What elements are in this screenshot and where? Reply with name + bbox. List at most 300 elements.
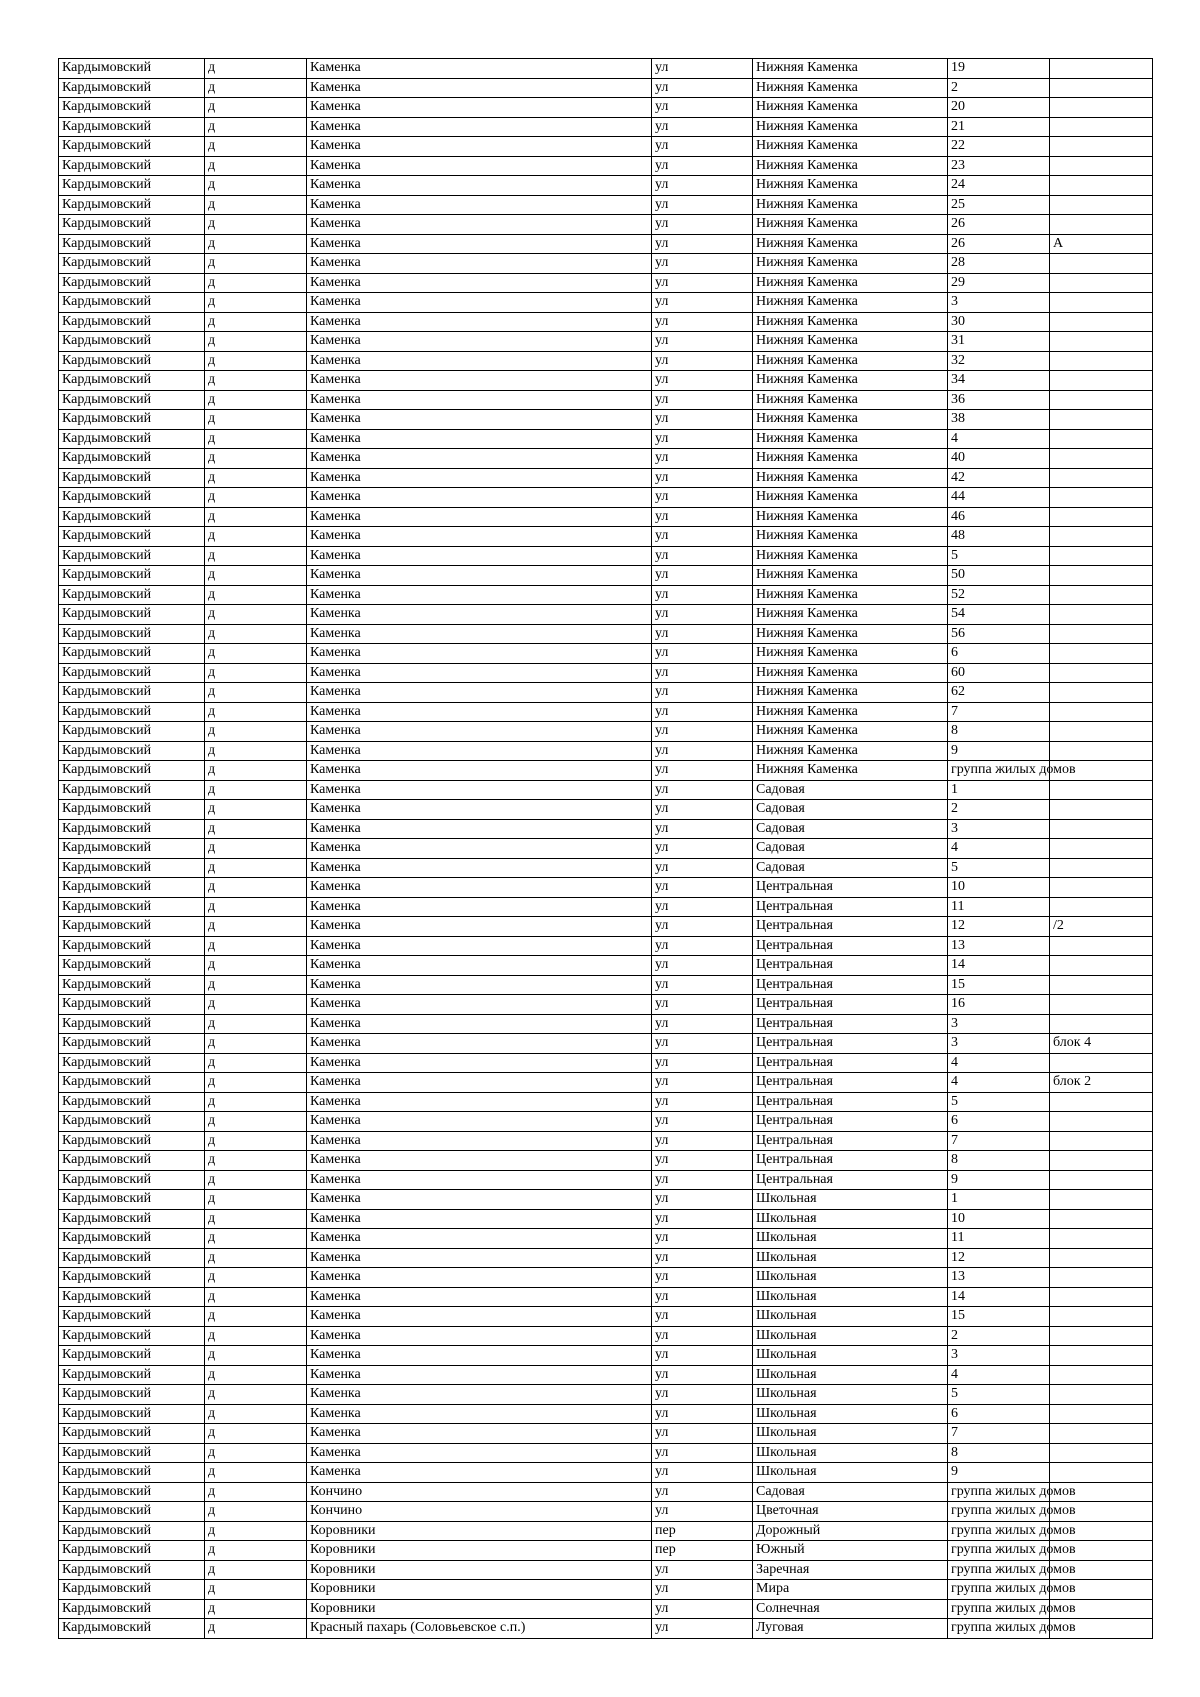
street-cell: Цветочная bbox=[753, 1502, 948, 1522]
building-cell bbox=[1050, 1307, 1153, 1327]
settlement-type-cell: д bbox=[205, 527, 307, 547]
street-cell: Школьная bbox=[753, 1463, 948, 1483]
table-row bbox=[59, 117, 1153, 137]
table-row bbox=[59, 1463, 1153, 1483]
settlement-cell: Каменка bbox=[307, 507, 652, 527]
building-cell bbox=[1050, 839, 1153, 859]
street-type-cell: ул bbox=[652, 1151, 753, 1171]
house-cell: 12 bbox=[948, 917, 1050, 937]
street-type-cell: ул bbox=[652, 468, 753, 488]
house-cell: 50 bbox=[948, 566, 1050, 586]
building-cell bbox=[1050, 1443, 1153, 1463]
settlement-type-cell: д bbox=[205, 449, 307, 469]
street-cell: Нижняя Каменка bbox=[753, 351, 948, 371]
table-row bbox=[59, 1521, 1153, 1541]
table-row bbox=[59, 449, 1153, 469]
table-row bbox=[59, 917, 1153, 937]
district-cell: Кардымовский bbox=[59, 1346, 205, 1366]
building-cell bbox=[1050, 722, 1153, 742]
house-cell: 1 bbox=[948, 780, 1050, 800]
settlement-type-cell: д bbox=[205, 1307, 307, 1327]
building-cell bbox=[1050, 59, 1153, 79]
street-type-cell: ул bbox=[652, 624, 753, 644]
settlement-type-cell: д bbox=[205, 878, 307, 898]
table-row bbox=[59, 429, 1153, 449]
house-cell: 4 bbox=[948, 1365, 1050, 1385]
house-cell: 7 bbox=[948, 1424, 1050, 1444]
settlement-cell: Коровники bbox=[307, 1541, 652, 1561]
district-cell: Кардымовский bbox=[59, 1014, 205, 1034]
street-cell: Нижняя Каменка bbox=[753, 371, 948, 391]
settlement-type-cell: д bbox=[205, 1463, 307, 1483]
house-cell: 13 bbox=[948, 936, 1050, 956]
table-row bbox=[59, 624, 1153, 644]
table-row bbox=[59, 936, 1153, 956]
table-row bbox=[59, 1073, 1153, 1093]
street-cell: Нижняя Каменка bbox=[753, 761, 948, 781]
building-cell bbox=[1050, 1365, 1153, 1385]
street-cell: Школьная bbox=[753, 1346, 948, 1366]
table-row bbox=[59, 468, 1153, 488]
settlement-type-cell: д bbox=[205, 488, 307, 508]
house-cell: 3 bbox=[948, 1034, 1050, 1054]
settlement-cell: Каменка bbox=[307, 566, 652, 586]
settlement-cell: Каменка bbox=[307, 761, 652, 781]
settlement-type-cell: д bbox=[205, 78, 307, 98]
settlement-type-cell: д bbox=[205, 1287, 307, 1307]
district-cell: Кардымовский bbox=[59, 1385, 205, 1405]
street-cell: Садовая bbox=[753, 858, 948, 878]
street-type-cell: ул bbox=[652, 956, 753, 976]
house-cell: 6 bbox=[948, 1112, 1050, 1132]
house-cell: 9 bbox=[948, 1170, 1050, 1190]
district-cell: Кардымовский bbox=[59, 215, 205, 235]
street-cell: Нижняя Каменка bbox=[753, 566, 948, 586]
house-cell: 34 bbox=[948, 371, 1050, 391]
building-cell: блок 2 bbox=[1050, 1073, 1153, 1093]
house-cell: 7 bbox=[948, 702, 1050, 722]
table-row bbox=[59, 702, 1153, 722]
street-type-cell: ул bbox=[652, 1287, 753, 1307]
table-row bbox=[59, 956, 1153, 976]
street-cell: Нижняя Каменка bbox=[753, 117, 948, 137]
table-row bbox=[59, 585, 1153, 605]
house-cell: 3 bbox=[948, 1014, 1050, 1034]
street-cell: Центральная bbox=[753, 975, 948, 995]
district-cell: Кардымовский bbox=[59, 78, 205, 98]
table-row bbox=[59, 1151, 1153, 1171]
table-row bbox=[59, 176, 1153, 196]
street-type-cell: ул bbox=[652, 1073, 753, 1093]
street-type-cell: ул bbox=[652, 1170, 753, 1190]
district-cell: Кардымовский bbox=[59, 351, 205, 371]
street-type-cell: ул bbox=[652, 1034, 753, 1054]
table-row bbox=[59, 819, 1153, 839]
table-row bbox=[59, 1443, 1153, 1463]
building-cell bbox=[1050, 956, 1153, 976]
district-cell: Кардымовский bbox=[59, 1248, 205, 1268]
table-row bbox=[59, 683, 1153, 703]
street-cell: Центральная bbox=[753, 995, 948, 1015]
street-type-cell: ул bbox=[652, 1463, 753, 1483]
table-row bbox=[59, 59, 1153, 79]
building-cell bbox=[1050, 663, 1153, 683]
settlement-cell: Каменка bbox=[307, 995, 652, 1015]
street-type-cell: ул bbox=[652, 254, 753, 274]
house-cell: 3 bbox=[948, 819, 1050, 839]
street-type-cell: ул bbox=[652, 1268, 753, 1288]
street-type-cell: ул bbox=[652, 858, 753, 878]
house-cell: 21 bbox=[948, 117, 1050, 137]
building-cell bbox=[1050, 410, 1153, 430]
street-type-cell: ул bbox=[652, 839, 753, 859]
settlement-cell: Каменка bbox=[307, 293, 652, 313]
settlement-cell: Каменка bbox=[307, 117, 652, 137]
settlement-type-cell: д bbox=[205, 605, 307, 625]
settlement-type-cell: д bbox=[205, 761, 307, 781]
settlement-type-cell: д bbox=[205, 1209, 307, 1229]
district-cell: Кардымовский bbox=[59, 273, 205, 293]
table-row bbox=[59, 1307, 1153, 1327]
settlement-cell: Каменка bbox=[307, 1131, 652, 1151]
settlement-type-cell: д bbox=[205, 429, 307, 449]
settlement-cell: Каменка bbox=[307, 234, 652, 254]
building-cell bbox=[1050, 332, 1153, 352]
house-cell: 29 bbox=[948, 273, 1050, 293]
street-cell: Нижняя Каменка bbox=[753, 312, 948, 332]
settlement-type-cell: д bbox=[205, 839, 307, 859]
settlement-type-cell: д bbox=[205, 1034, 307, 1054]
settlement-type-cell: д bbox=[205, 683, 307, 703]
street-cell: Нижняя Каменка bbox=[753, 429, 948, 449]
table-row bbox=[59, 332, 1153, 352]
street-cell: Центральная bbox=[753, 936, 948, 956]
street-cell: Нижняя Каменка bbox=[753, 488, 948, 508]
house-cell: 9 bbox=[948, 741, 1050, 761]
building-cell bbox=[1050, 488, 1153, 508]
settlement-type-cell: д bbox=[205, 1268, 307, 1288]
district-cell: Кардымовский bbox=[59, 839, 205, 859]
settlement-cell: Каменка bbox=[307, 683, 652, 703]
street-type-cell: ул bbox=[652, 293, 753, 313]
settlement-cell: Каменка bbox=[307, 1346, 652, 1366]
street-cell: Нижняя Каменка bbox=[753, 195, 948, 215]
district-cell: Кардымовский bbox=[59, 1443, 205, 1463]
settlement-type-cell: д bbox=[205, 215, 307, 235]
house-cell: 5 bbox=[948, 1385, 1050, 1405]
settlement-type-cell: д bbox=[205, 1502, 307, 1522]
settlement-type-cell: д bbox=[205, 312, 307, 332]
house-cell: 6 bbox=[948, 1404, 1050, 1424]
street-cell: Нижняя Каменка bbox=[753, 332, 948, 352]
building-cell bbox=[1050, 507, 1153, 527]
settlement-cell: Каменка bbox=[307, 878, 652, 898]
settlement-type-cell: д bbox=[205, 644, 307, 664]
district-cell: Кардымовский bbox=[59, 1151, 205, 1171]
street-cell: Солнечная bbox=[753, 1599, 948, 1619]
building-cell bbox=[1050, 468, 1153, 488]
settlement-cell: Каменка bbox=[307, 371, 652, 391]
settlement-cell: Каменка bbox=[307, 332, 652, 352]
district-cell: Кардымовский bbox=[59, 468, 205, 488]
district-cell: Кардымовский bbox=[59, 1326, 205, 1346]
table-row bbox=[59, 98, 1153, 118]
district-cell: Кардымовский bbox=[59, 98, 205, 118]
street-type-cell: ул bbox=[652, 780, 753, 800]
house-cell: 20 bbox=[948, 98, 1050, 118]
house-cell: 31 bbox=[948, 332, 1050, 352]
settlement-cell: Каменка bbox=[307, 644, 652, 664]
settlement-cell: Каменка bbox=[307, 897, 652, 917]
settlement-type-cell: д bbox=[205, 1580, 307, 1600]
house-cell: 44 bbox=[948, 488, 1050, 508]
settlement-type-cell: д bbox=[205, 1151, 307, 1171]
building-cell bbox=[1050, 1326, 1153, 1346]
settlement-cell: Каменка bbox=[307, 800, 652, 820]
settlement-type-cell: д bbox=[205, 371, 307, 391]
settlement-cell: Каменка bbox=[307, 819, 652, 839]
district-cell: Кардымовский bbox=[59, 1073, 205, 1093]
district-cell: Кардымовский bbox=[59, 1404, 205, 1424]
street-cell: Нижняя Каменка bbox=[753, 507, 948, 527]
table-row bbox=[59, 234, 1153, 254]
settlement-type-cell: д bbox=[205, 566, 307, 586]
table-row bbox=[59, 1053, 1153, 1073]
table-row bbox=[59, 1112, 1153, 1132]
settlement-type-cell: д bbox=[205, 1482, 307, 1502]
street-type-cell: ул bbox=[652, 1443, 753, 1463]
table-row bbox=[59, 312, 1153, 332]
settlement-type-cell: д bbox=[205, 956, 307, 976]
street-cell: Школьная bbox=[753, 1365, 948, 1385]
district-cell: Кардымовский bbox=[59, 429, 205, 449]
district-cell: Кардымовский bbox=[59, 1092, 205, 1112]
street-type-cell: ул bbox=[652, 1560, 753, 1580]
district-cell: Кардымовский bbox=[59, 1287, 205, 1307]
street-type-cell: ул bbox=[652, 78, 753, 98]
district-cell: Кардымовский bbox=[59, 1229, 205, 1249]
building-cell: блок 4 bbox=[1050, 1034, 1153, 1054]
street-cell: Центральная bbox=[753, 917, 948, 937]
street-type-cell: ул bbox=[652, 1190, 753, 1210]
street-cell: Нижняя Каменка bbox=[753, 527, 948, 547]
district-cell: Кардымовский bbox=[59, 566, 205, 586]
street-cell: Нижняя Каменка bbox=[753, 722, 948, 742]
district-cell: Кардымовский bbox=[59, 1502, 205, 1522]
building-cell bbox=[1050, 1131, 1153, 1151]
settlement-cell: Каменка bbox=[307, 195, 652, 215]
street-cell: Центральная bbox=[753, 1170, 948, 1190]
district-cell: Кардымовский bbox=[59, 780, 205, 800]
building-cell bbox=[1050, 644, 1153, 664]
building-cell bbox=[1050, 527, 1153, 547]
settlement-type-cell: д bbox=[205, 800, 307, 820]
house-cell: 24 bbox=[948, 176, 1050, 196]
table-row bbox=[59, 507, 1153, 527]
table-row bbox=[59, 1287, 1153, 1307]
settlement-type-cell: д bbox=[205, 1229, 307, 1249]
house-cell: 5 bbox=[948, 546, 1050, 566]
district-cell: Кардымовский bbox=[59, 683, 205, 703]
settlement-type-cell: д bbox=[205, 663, 307, 683]
table-row bbox=[59, 1209, 1153, 1229]
building-cell bbox=[1050, 1385, 1153, 1405]
table-row bbox=[59, 1365, 1153, 1385]
table-row bbox=[59, 858, 1153, 878]
building-cell bbox=[1050, 1287, 1153, 1307]
table-row bbox=[59, 1190, 1153, 1210]
settlement-cell: Каменка bbox=[307, 215, 652, 235]
house-cell: 36 bbox=[948, 390, 1050, 410]
building-cell bbox=[1050, 1404, 1153, 1424]
settlement-cell: Каменка bbox=[307, 1014, 652, 1034]
house-cell: 4 bbox=[948, 839, 1050, 859]
street-cell: Нижняя Каменка bbox=[753, 449, 948, 469]
building-cell bbox=[1050, 546, 1153, 566]
street-cell: Нижняя Каменка bbox=[753, 663, 948, 683]
street-cell: Школьная bbox=[753, 1190, 948, 1210]
street-cell: Южный bbox=[753, 1541, 948, 1561]
district-cell: Кардымовский bbox=[59, 312, 205, 332]
table-row bbox=[59, 78, 1153, 98]
street-cell: Нижняя Каменка bbox=[753, 254, 948, 274]
house-cell: 11 bbox=[948, 897, 1050, 917]
house-cell: группа жилых домов bbox=[948, 1580, 1050, 1600]
building-cell bbox=[1050, 566, 1153, 586]
street-type-cell: ул bbox=[652, 995, 753, 1015]
house-cell: 8 bbox=[948, 1151, 1050, 1171]
settlement-type-cell: д bbox=[205, 390, 307, 410]
street-type-cell: ул bbox=[652, 1248, 753, 1268]
settlement-cell: Каменка bbox=[307, 741, 652, 761]
settlement-cell: Каменка bbox=[307, 59, 652, 79]
house-cell: 38 bbox=[948, 410, 1050, 430]
settlement-type-cell: д bbox=[205, 722, 307, 742]
street-cell: Садовая bbox=[753, 780, 948, 800]
district-cell: Кардымовский bbox=[59, 410, 205, 430]
street-cell: Нижняя Каменка bbox=[753, 585, 948, 605]
street-type-cell: ул bbox=[652, 761, 753, 781]
table-row bbox=[59, 761, 1153, 781]
settlement-cell: Кончино bbox=[307, 1502, 652, 1522]
district-cell: Кардымовский bbox=[59, 1619, 205, 1639]
settlement-type-cell: д bbox=[205, 1404, 307, 1424]
street-cell: Нижняя Каменка bbox=[753, 273, 948, 293]
building-cell bbox=[1050, 800, 1153, 820]
street-type-cell: ул bbox=[652, 117, 753, 137]
street-cell: Нижняя Каменка bbox=[753, 644, 948, 664]
building-cell bbox=[1050, 878, 1153, 898]
house-cell: 10 bbox=[948, 878, 1050, 898]
district-cell: Кардымовский bbox=[59, 1034, 205, 1054]
house-cell: 62 bbox=[948, 683, 1050, 703]
house-cell: 8 bbox=[948, 1443, 1050, 1463]
street-cell: Нижняя Каменка bbox=[753, 137, 948, 157]
settlement-cell: Каменка bbox=[307, 1365, 652, 1385]
settlement-type-cell: д bbox=[205, 1053, 307, 1073]
settlement-cell: Каменка bbox=[307, 722, 652, 742]
building-cell bbox=[1050, 1112, 1153, 1132]
street-type-cell: ул bbox=[652, 1209, 753, 1229]
building-cell bbox=[1050, 293, 1153, 313]
building-cell bbox=[1050, 624, 1153, 644]
street-cell: Нижняя Каменка bbox=[753, 605, 948, 625]
house-cell: 48 bbox=[948, 527, 1050, 547]
building-cell: А bbox=[1050, 234, 1153, 254]
street-cell: Центральная bbox=[753, 956, 948, 976]
street-cell: Школьная bbox=[753, 1209, 948, 1229]
district-cell: Кардымовский bbox=[59, 878, 205, 898]
street-type-cell: ул bbox=[652, 527, 753, 547]
table-row bbox=[59, 605, 1153, 625]
table-row bbox=[59, 1346, 1153, 1366]
settlement-type-cell: д bbox=[205, 741, 307, 761]
district-cell: Кардымовский bbox=[59, 800, 205, 820]
table-row bbox=[59, 975, 1153, 995]
street-cell: Школьная bbox=[753, 1229, 948, 1249]
street-type-cell: ул bbox=[652, 585, 753, 605]
house-cell: 16 bbox=[948, 995, 1050, 1015]
settlement-cell: Каменка bbox=[307, 956, 652, 976]
district-cell: Кардымовский bbox=[59, 644, 205, 664]
settlement-type-cell: д bbox=[205, 897, 307, 917]
district-cell: Кардымовский bbox=[59, 1112, 205, 1132]
street-cell: Садовая bbox=[753, 800, 948, 820]
settlement-cell: Каменка bbox=[307, 1190, 652, 1210]
settlement-cell: Каменка bbox=[307, 176, 652, 196]
street-cell: Центральная bbox=[753, 878, 948, 898]
building-cell bbox=[1050, 780, 1153, 800]
district-cell: Кардымовский bbox=[59, 449, 205, 469]
street-cell: Мира bbox=[753, 1580, 948, 1600]
street-type-cell: ул bbox=[652, 410, 753, 430]
house-cell: группа жилых домов bbox=[948, 1619, 1050, 1639]
settlement-type-cell: д bbox=[205, 546, 307, 566]
street-cell: Дорожный bbox=[753, 1521, 948, 1541]
street-cell: Нижняя Каменка bbox=[753, 390, 948, 410]
building-cell bbox=[1050, 351, 1153, 371]
house-cell: 40 bbox=[948, 449, 1050, 469]
street-type-cell: ул bbox=[652, 644, 753, 664]
table-row bbox=[59, 273, 1153, 293]
street-type-cell: ул bbox=[652, 1131, 753, 1151]
table-row bbox=[59, 293, 1153, 313]
street-cell: Центральная bbox=[753, 1112, 948, 1132]
settlement-cell: Каменка bbox=[307, 1092, 652, 1112]
settlement-cell: Каменка bbox=[307, 1424, 652, 1444]
district-cell: Кардымовский bbox=[59, 254, 205, 274]
table-row bbox=[59, 527, 1153, 547]
table-row bbox=[59, 1131, 1153, 1151]
settlement-type-cell: д bbox=[205, 410, 307, 430]
house-cell: 2 bbox=[948, 1326, 1050, 1346]
street-cell: Нижняя Каменка bbox=[753, 176, 948, 196]
settlement-type-cell: д bbox=[205, 1112, 307, 1132]
settlement-type-cell: д bbox=[205, 1521, 307, 1541]
house-cell: 4 bbox=[948, 429, 1050, 449]
district-cell: Кардымовский bbox=[59, 1560, 205, 1580]
settlement-type-cell: д bbox=[205, 137, 307, 157]
street-cell: Садовая bbox=[753, 839, 948, 859]
district-cell: Кардымовский bbox=[59, 234, 205, 254]
street-type-cell: ул bbox=[652, 1307, 753, 1327]
building-cell bbox=[1050, 1248, 1153, 1268]
settlement-cell: Каменка bbox=[307, 1443, 652, 1463]
building-cell bbox=[1050, 975, 1153, 995]
table-row bbox=[59, 1034, 1153, 1054]
street-type-cell: ул bbox=[652, 312, 753, 332]
street-type-cell: ул bbox=[652, 332, 753, 352]
